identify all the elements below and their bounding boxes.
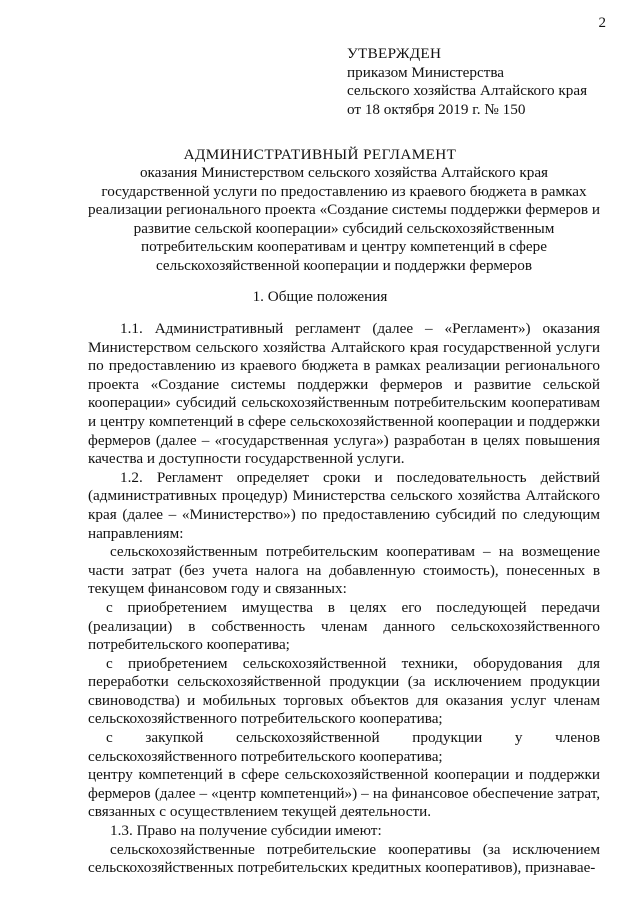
- paragraph: с закупкой сельскохозяйственной продукции у членов сельскохозяйственного потребительского кооператива;: [88, 729, 600, 765]
- approval-title: УТВЕРЖДЕН: [347, 45, 442, 62]
- page-number: 2: [598, 15, 606, 31]
- section-title: 1. Общие положения: [252, 288, 388, 305]
- document-subtitle: оказания Министерством сельского хозяйства Алтайского края государственной услуги по предоставлению из краевого бюджета в рамках реализации регионального проекта «Создание системы поддержки фермеров и развитие сельской кооперации» субсидий сельскохозяйственным потребительским кооперативам и центру компетенций в сфере сельскохозяйственной кооперации и поддержки фермеров: [88, 164, 600, 274]
- document-body: [88, 320, 600, 878]
- paragraph: 1.1. Административный регламент (далее – «Регламент») оказания Министерством сельского хозяйства Алтайского края государственной услуги по предоставлению из краевого бюджета в рамках реализации регионального проекта «Создание системы поддержки фермеров и развитие сельской кооперации» субсидий сельскохозяйственным потребительским кооперативам и центру компетенций в сфере сельскохозяйственной кооперации и поддержки фермеров (далее – «государственная услуга») разработан в целях повышения качества и доступности государственной услуги.: [88, 320, 600, 468]
- paragraph: центру компетенций в сфере сельскохозяйственной кооперации и поддержки фермеров (далее – «центр компетенций») – на финансовое обеспечение затрат, связанных с осуществлением текущей деятельности.: [88, 766, 600, 821]
- paragraph: с приобретением имущества в целях его последующей передачи (реализации) в собственность членам данного сельскохозяйственного потребительского кооператива;: [88, 598, 600, 654]
- approval-line: сельского хозяйства Алтайского края: [347, 82, 588, 100]
- paragraph: с приобретением сельскохозяйственной техники, оборудования для переработки сельскохозяйственной продукции (за исключением продукции свиноводства) и мобильных торговых объектов для оказания услуг членам сельскохозяйственного потребительского кооператива;: [88, 654, 600, 728]
- approval-line: приказом Министерства: [347, 63, 505, 81]
- paragraph: сельскохозяйственные потребительские кооперативы (за исключением сельскохозяйственных потребительских кредитных кооперативов), признаваe-: [88, 840, 600, 877]
- paragraph: сельскохозяйственным потребительским кооперативам – на возмещение части затрат (без учета налога на добавленную стоимость), понесенных в текущем финансовом году и связанных:: [88, 543, 600, 598]
- approval-stamp: [347, 45, 627, 119]
- paragraph: 1.3. Право на получение субсидии имеют:: [110, 822, 382, 840]
- approval-line: от 18 октября 2019 г. № 150: [347, 100, 526, 118]
- document-title: АДМИНИСТРАТИВНЫЙ РЕГЛАМЕНТ: [183, 146, 457, 163]
- paragraph: 1.2. Регламент определяет сроки и последовательность действий (административных процедур) Министерства сельского хозяйства Алтайского края (далее – «Министерство») по предоставлению субсидий по следующим направлениям:: [88, 468, 600, 542]
